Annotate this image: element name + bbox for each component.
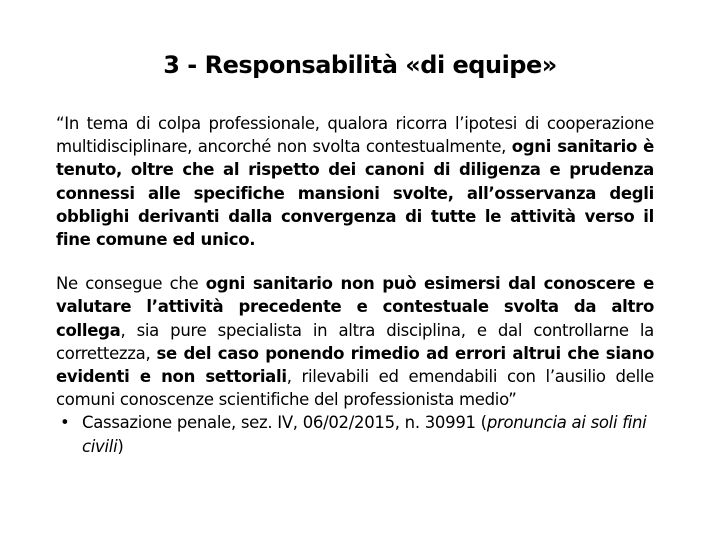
quote-paragraph-1-bold: ogni sanitario è tenuto, oltre che al rispetto dei canoni di diligenza e prudenza connessi alle specifiche mansioni svolte, all’osservanza degli obblighi derivanti dalla convergenza di tutte le attività verso il fine comune ed unico. [56, 137, 654, 250]
quote-paragraph-2-text-b: , sia pure specialista in altra disciplina, e dal controllarne la correttezza, [56, 320, 654, 363]
citation-close-paren: ) [117, 436, 124, 456]
slide-body [56, 112, 654, 458]
quote-paragraph-1-text: “In tema di colpa professionale, qualora ricorra l’ipotesi di cooperazione multidisciplinare, ancorché non svolta contestualmente, [56, 114, 654, 157]
citation-bullet-item [56, 411, 654, 457]
citation-text: Cassazione penale, sez. IV, 06/02/2015, n. 30991 ( [82, 413, 487, 433]
quote-paragraph-2-text-a: Ne consegue che [56, 274, 206, 294]
slide-title: 3 - Responsabilità «di equipe» [163, 51, 557, 79]
quote-paragraph-2-bold-a: ogni sanitario non può esimersi dal conoscere e valutare l’attività precedente e contestuale svolta da altro collega [56, 274, 654, 340]
quote-paragraph-2-bold-b: se del caso ponendo rimedio ad errori altrui che siano evidenti e non settoriali [56, 343, 654, 387]
quote-paragraph-1 [56, 112, 654, 251]
bullet-icon: • [60, 413, 70, 433]
quote-paragraph-2-text-c: , rilevabili ed emendabili con l’ausilio delle comuni conoscenze scientifiche del professionista medio” [56, 367, 654, 410]
citation-italic-note: pronuncia ai soli fini civili [82, 413, 647, 456]
quote-paragraph-2 [56, 272, 654, 411]
